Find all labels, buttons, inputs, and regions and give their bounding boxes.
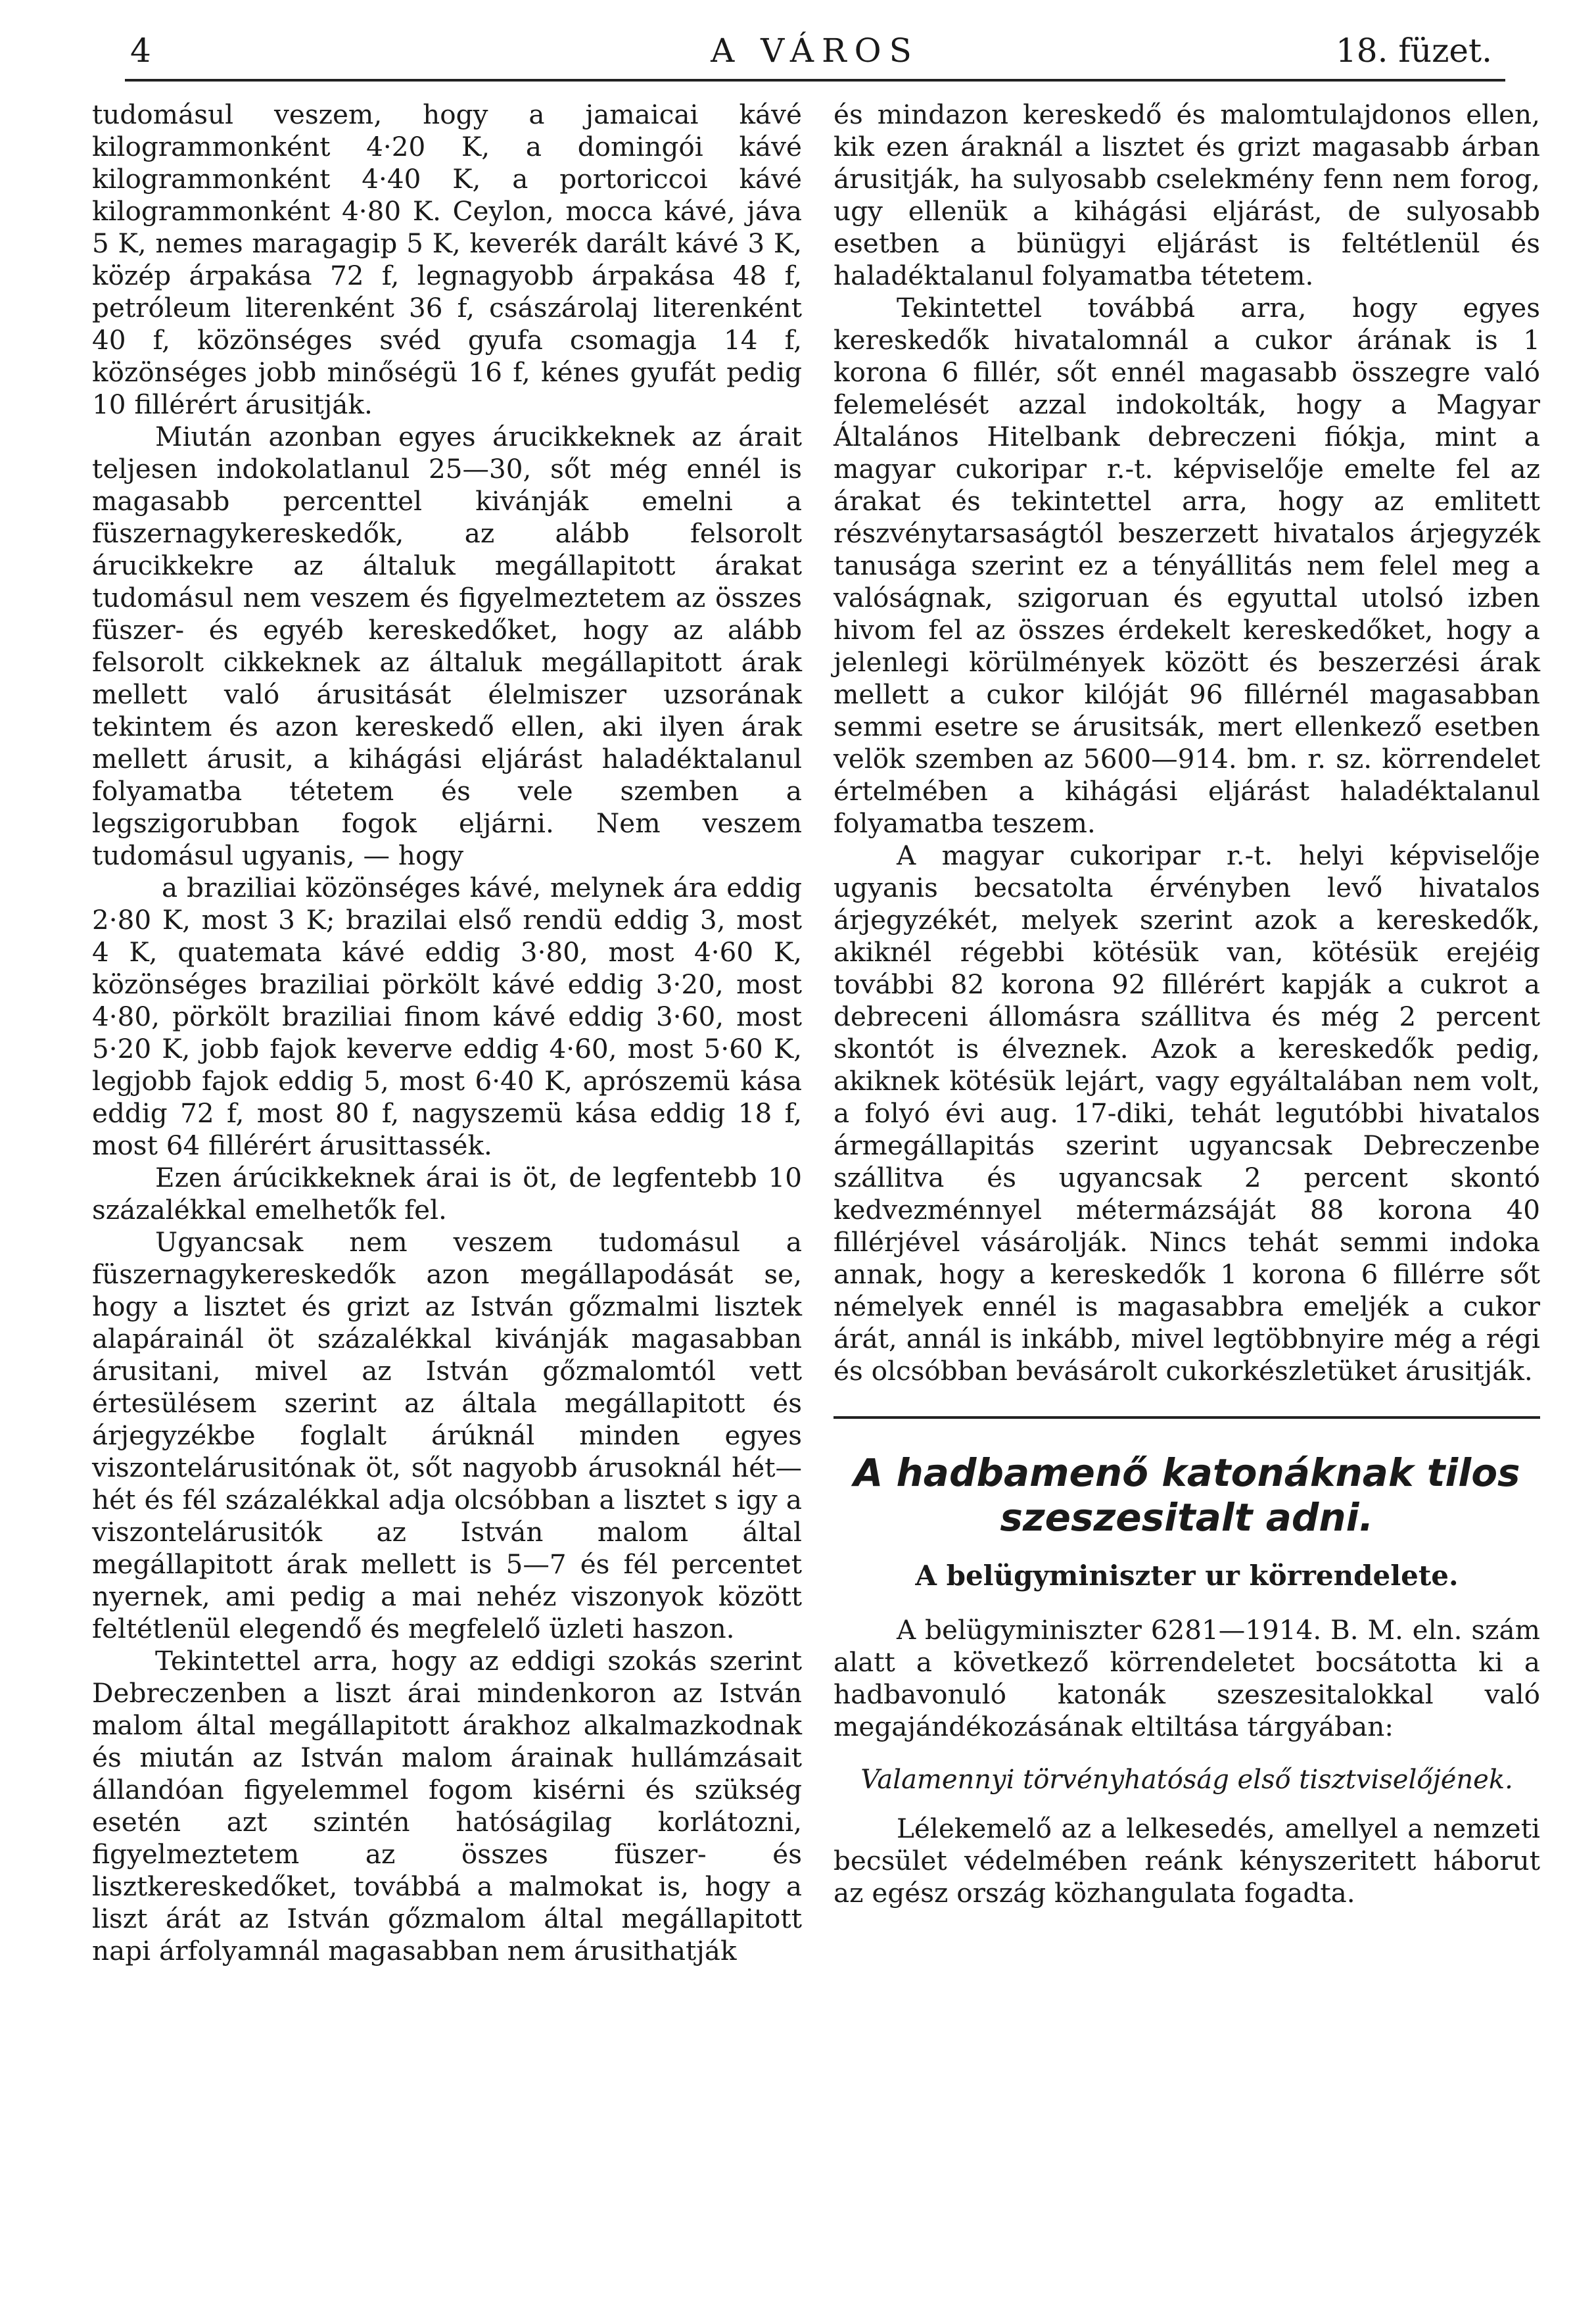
paragraph: Miután azonban egyes árucikkeknek az árait teljesen indokolatlanul 25—30, sőt még ennél is magasabb percenttel kivánják emelni a füszernagykereskedők, az alább felsorolt árucikkekre az általuk megállapitott árakat tudomásul nem veszem és figyelmeztetem az összes füszer- és egyéb kereskedőket, hogy az alább felsorolt cikkeknek az általuk megállapitott árak mellett való árusitását élelmiszer uzsorának tekintem és azon kereskedő ellen, aki ilyen árak mellett árusit, a kihágási eljárást haladéktalanul folyamatba tétetem és vele szemben a legszigorubban fogok eljárni. Nem veszem tudomásul ugyanis, — hogy [92,421,802,871]
right-column [833,99,1540,1909]
article-headline: A hadbamenő katonáknak tilos szeszesitalt adni. [853,1450,1520,1540]
paragraph: Ezen árúcikkeknek árai is öt, de legfentebb 10 százalékkal emelhetők fel. [92,1162,802,1226]
price-list-paragraph: a braziliai közönséges kávé, melynek ára eddig 2·80 K, most 3 K; brazilai első rendü eddig 3, most 4 K, quatemata kávé eddig 3·80, most 4·60 K, közönséges braziliai pörkölt kávé eddig 3·20, most 4·80, pörkölt braziliai finom kávé eddig 3·60, most 5·20 K, jobb fajok keverve eddig 4·60, most 5·60 K, legjobb fajok eddig 5, most 6·40 K, aprószemü kása eddig 72 f, most 80 f, nagyszemü kása eddig 18 f, most 64 fillérért árusittassék. [92,872,802,1161]
issue-number: 18. füzet. [1335,32,1492,70]
left-column [92,99,802,1967]
article-subheading: A belügyminiszter ur körrendelete. [915,1560,1459,1592]
page-number: 4 [130,32,151,70]
article-body: Lélekemelő az a lelkesedés, amellyel a nemzeti becsület védelmében reánk kényszeritett háborut az egész ország közhangulata fogadta. [833,1813,1540,1909]
article-intro: A belügyminiszter 6281—1914. B. M. eln. szám alatt a következő körrendeletet bocsátotta ki a hadbavonuló katonák szeszesitalokkal való megajándékozásának eltiltása tárgyában: [833,1614,1540,1742]
paragraph: Tekintettel arra, hogy az eddigi szokás szerint Debreczenben a liszt árai mindenkoron az István malom által megállapitott árakhoz alkalmazkodnak és miután az István malom árainak hullámzásait állandóan figyelemmel fogom kisérni és szükség esetén azt szintén hatóságilag korlátozni, figyelmeztetem az összes füszer- és lisztkereskedőket, továbbá a malmokat is, hogy a liszt árát az István gőzmalom által megállapitott napi árfolyamnál magasabban nem árusithatják [92,1645,802,1966]
paragraph: Ugyancsak nem veszem tudomásul a füszernagykereskedők azon megállapodását se, hogy a lisztet és grizt az István gőzmalmi lisztek alapárainál öt százalékkal kivánják magasabban árusitani, mivel az István gőzmalomtól vett értesülésem szerint az általa megállapitott és árjegyzékbe foglalt árúknál minden egyes viszontelárusitónak öt, sőt nagyobb árusoknál hét—hét és fél százalékkal adja olcsóbban a lisztet s igy a viszontelárusitók az István malom által megállapitott árak mellett is 5—7 és fél percentet nyernek, ami pedig a mai nehéz viszonyok között feltétlenül elegendő és megfelelő üzleti haszon. [92,1226,802,1644]
journal-title: A VÁROS [711,32,920,70]
paragraph: tudomásul veszem, hogy a jamaicai kávé kilogrammonként 4·20 K, a domingói kávé kilogrammonként 4·40 K, a portoriccoi kávé kilogrammonként 4·80 K. Ceylon, mocca kávé, jáva 5 K, nemes maragagip 5 K, keverék darált kávé 3 K, közép árpakása 72 f, legnagyobb árpakása 48 f, petróleum literenként 36 f, császárolaj literenként 40 f, közönséges svéd gyufa csomagja 14 f, közönséges jobb minőségü 16 f, kénes gyufát pedig 10 fillérért árusitják. [92,99,802,420]
article-addressee: Valamennyi törvényhatóság első tisztviselőjének. [860,1765,1513,1795]
paragraph: Tekintettel továbbá arra, hogy egyes kereskedők hivatalomnál a cukor árának is 1 korona 6 fillér, sőt ennél magasabb összegre való felemelését azzal indokolták, hogy a Magyar Általános Hitelbank debreczeni fiókja, mint a magyar cukoripar r.-t. képviselője emelte fel az árakat és tekintettel arra, hogy az emlitett részvénytarsaságtól beszerzett hivatalos árjegyzék tanusága szerint ez a tényállitás nem felel meg a valóságnak, szigoruan és egyuttal utolsó izben hivom fel az összes érdekelt kereskedőket, hogy a jelenlegi körülmények között és beszerzési árak mellett a cukor kilóját 96 fillérnél magasabban semmi esetre se árusitsák, mert ellenkező esetben velök szemben az 5600—914. bm. r. sz. körrendelet értelmében a kihágási eljárást haladéktalanul folyamatba teszem. [833,292,1540,839]
paragraph: és mindazon kereskedő és malomtulajdonos ellen, kik ezen áraknál a lisztet és grizt magasabb árban árusitják, ha sulyosabb cselekmény fenn nem forog, ugy ellenük a kihágási eljárást, de sulyosabb esetben a bünügyi eljárást is feltétlenül és haladéktalanul folyamatba tétetem. [833,99,1540,291]
article-divider [833,1416,1540,1419]
page-header [125,26,1505,82]
paragraph: A magyar cukoripar r.-t. helyi képviselője ugyanis becsatolta érvényben levő hivatalos árjegyzékét, melyek szerint azok a kereskedők, akiknél régebbi kötésük van, kötésük erejéig további 82 korona 92 fillérért kapják a cukrot a debreceni állomásra szállitva és még 2 percent skontót is élveznek. Azok a kereskedők pedig, akiknek kötésük lejárt, vagy egyáltalában nem volt, a folyó évi aug. 17-diki, tehát legutóbbi hivatalos ármegállapitás szerint ugyancsak Debreczenbe szállitva és ugyancsak 2 percent skontó kedvezménnyel métermázsáját 88 korona 40 fillérjével vásárolják. Nincs tehát semmi indoka annak, hogy a kereskedők 1 korona 6 fillérre sőt némelyek ennél is magasabbra emeljék a cukor árát, annál is inkább, mivel legtöbbnyire még a régi és olcsóbban bevásárolt cukorkészletüket árusitják. [833,840,1540,1387]
